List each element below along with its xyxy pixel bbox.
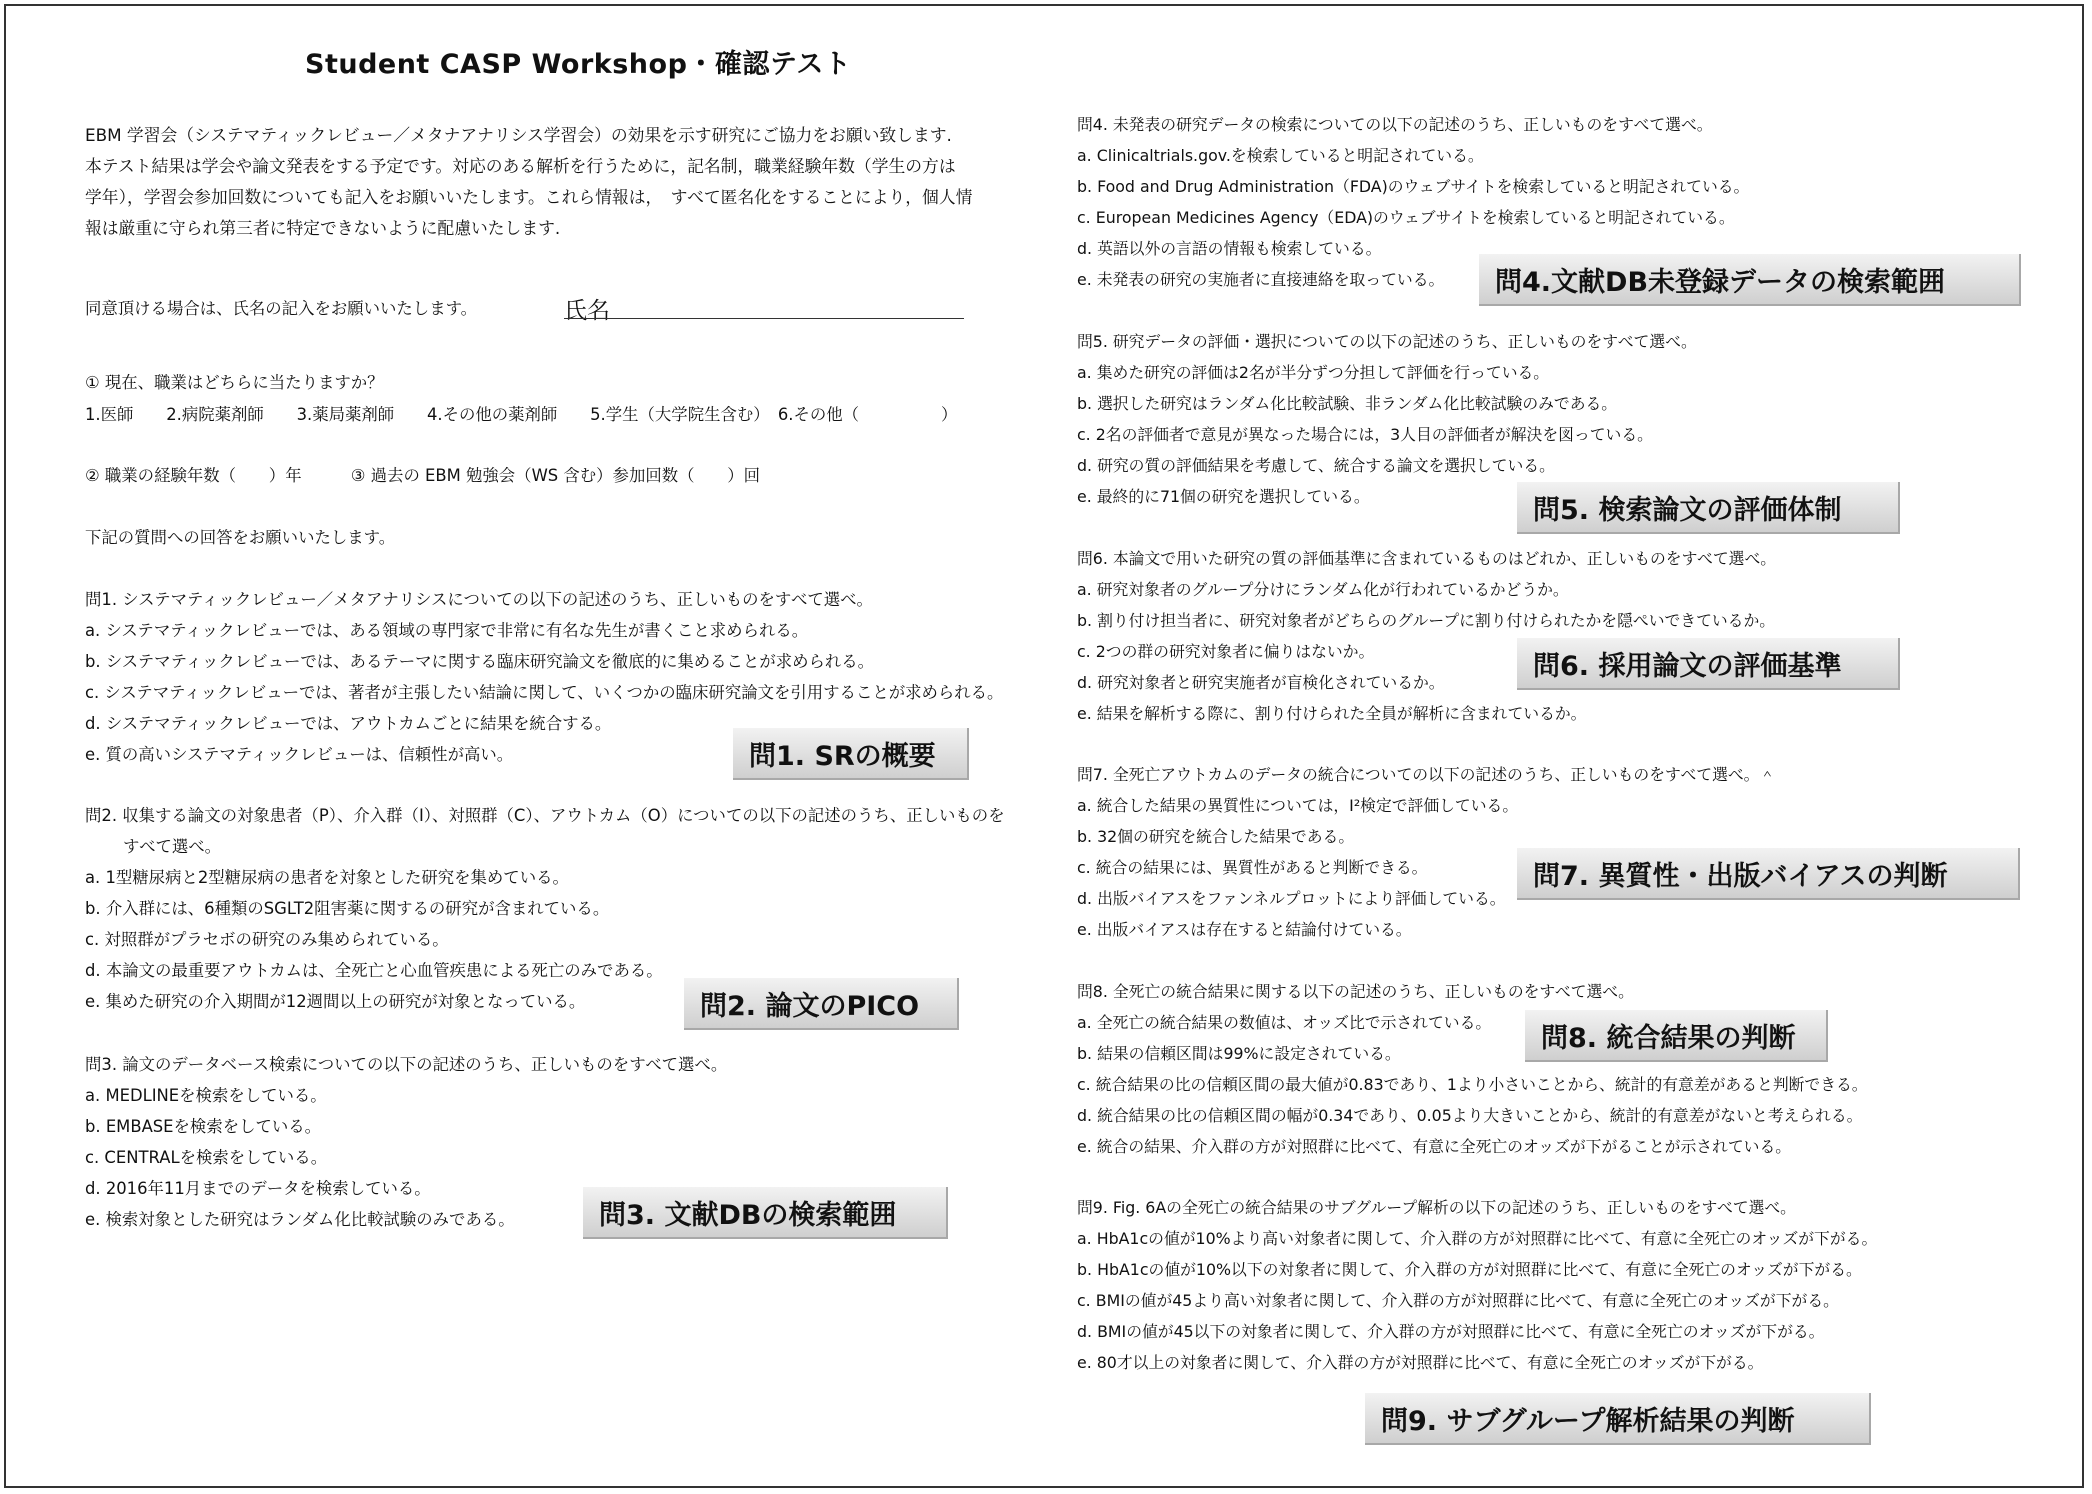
option-a[interactable]: a. 集めた研究の評価は2名が半分ずつ分担して評価を行っている。 [1077,363,1550,382]
occupation-options[interactable]: 1.医師 2.病院薬剤師 3.薬局薬剤師 4.その他の薬剤師 5.学生（大学院生含む） 6.その他（ ） [85,405,958,424]
experience-question[interactable]: ② 職業の経験年数（ ）年 ③ 過去の EBM 勉強会（WS 含む）参加回数（ ）回 [85,466,761,485]
option-c[interactable]: c. 2つの群の研究対象者に偏りはないか。 [1077,642,1375,661]
occupation-question: ① 現在、職業はどちらに当たりますか？ [85,373,384,392]
question-3-label: 問3. 文献DBの検索範囲 [583,1187,948,1239]
name-label: 氏名 [564,298,610,324]
question-1-label: 問1. SRの概要 [733,728,969,780]
option-b[interactable]: b. 選択した研究はランダム化比較試験、非ランダム化比較試験のみである。 [1077,394,1618,413]
option-e[interactable]: e. 未発表の研究の実施者に直接連絡を取っている。 [1077,270,1445,289]
question-title: 問6. 本論文で用いた研究の質の評価基準に含まれているものはどれか、正しいものをすべて選べ。 [1077,549,1777,568]
question-8-label: 問8. 統合結果の判断 [1525,1010,1828,1062]
intro-line: 本テスト結果は学会や論文発表をする予定です。対応のある解析を行うために，記名制，職業経験年数（学生の方は [85,156,956,176]
option-d[interactable]: d. 研究の質の評価結果を考慮して、統合する論文を選択している。 [1077,456,1555,475]
option-d[interactable]: d. 出版バイアスをファンネルプロットにより評価している。 [1077,889,1506,908]
option-a[interactable]: a. 全死亡の統合結果の数値は、オッズ比で示されている。 [1077,1013,1492,1032]
option-e[interactable]: e. 質の高いシステマティックレビューは、信頼性が高い。 [85,745,514,764]
option-d[interactable]: d. 英語以外の言語の情報も検索している。 [1077,239,1382,258]
option-e[interactable]: e. 集めた研究の介入期間が12週間以上の研究が対象となっている。 [85,992,586,1011]
option-c[interactable]: c. 統合の結果には、異質性があると判断できる。 [1077,858,1428,877]
option-a[interactable]: a. 統合した結果の異質性については，I²検定で評価している。 [1077,796,1519,815]
option-a[interactable]: a. システマティックレビューでは、ある領域の専門家で非常に有名な先生が書くこと求められる。 [85,621,809,640]
question-6-label: 問6. 採用論文の評価基準 [1517,638,1900,690]
option-c[interactable]: c. システマティックレビューでは、著者が主張したい結論に関して、いくつかの臨床研究論文を引用することが求められる。 [85,683,1004,702]
question-title-continued: すべて選べ。 [123,837,222,856]
option-e[interactable]: e. 統合の結果、介入群の方が対照群に比べて、有意に全死亡のオッズが下がることが示されている。 [1077,1137,1792,1156]
question-title: 問8. 全死亡の統合結果に関する以下の記述のうち、正しいものをすべて選べ。 [1077,982,1634,1001]
option-b[interactable]: b. 結果の信頼区間は99%に設定されている。 [1077,1044,1401,1063]
option-c[interactable]: c. CENTRALを検索をしている。 [85,1148,328,1167]
intro-line: 報は厳重に守られ第三者に特定できないように配慮いたします. [85,218,561,238]
option-e[interactable]: e. 検索対象とした研究はランダム化比較試験のみである。 [85,1210,515,1229]
option-a[interactable]: a. HbA1cの値が10%より高い対象者に関して、介入群の方が対照群に比べて、有意に全死亡のオッズが下がる。 [1077,1229,1878,1248]
option-c[interactable]: c. 対照群がプラセボの研究のみ集められている。 [85,930,449,949]
intro-line: EBM 学習会（システマティックレビュー／メタナアナリシス学習会）の効果を示す研究にご協力をお願い致します. [85,125,952,145]
question-title: 問7. 全死亡アウトカムのデータの統合についての以下の記述のうち、正しいものをすべて選べ。＾ [1077,765,1776,784]
option-d[interactable]: d. システマティックレビューでは、アウトカムごとに結果を統合する。 [85,714,612,733]
option-a[interactable]: a. 1型糖尿病と2型糖尿病の患者を対象とした研究を集めている。 [85,868,569,887]
option-a[interactable]: a. 研究対象者のグループ分けにランダム化が行われているかどうか。 [1077,580,1569,599]
answer-request: 下記の質問への回答をお願いいたします。 [85,528,396,547]
option-b[interactable]: b. 32個の研究を統合した結果である。 [1077,827,1355,846]
question-title: 問1. システマティックレビュー／メタアナリシスについての以下の記述のうち、正しいものをすべて選べ。 [85,590,873,609]
option-e[interactable]: e. 80才以上の対象者に関して、介入群の方が対照群に比べて、有意に全死亡のオッズが下がる。 [1077,1353,1764,1372]
question-4-label: 問4.文献DB未登録データの検索範囲 [1479,254,2021,306]
intro-line: 学年），学習会参加回数についても記入をお願いいたします。これら情報は， すべて匿名化をすることにより，個人情 [85,187,973,207]
question-7-label: 問7. 異質性・出版バイアスの判断 [1517,848,2020,900]
intro-paragraph [85,120,1020,244]
option-b[interactable]: b. HbA1cの値が10%以下の対象者に関して、介入群の方が対照群に比べて、有意に全死亡のオッズが下がる。 [1077,1260,1862,1279]
question-9 [1077,1192,1877,1378]
option-c[interactable]: c. 統合結果の比の信頼区間の最大値が0.83であり、1より小さいことから、統計的有意差があると判断できる。 [1077,1075,1868,1094]
page-title: Student CASP Workshop・確認テスト [305,49,852,80]
question-title: 問4. 未発表の研究データの検索についての以下の記述のうち、正しいものをすべて選べ。 [1077,115,1713,134]
question-8 [1077,976,1868,1162]
question-5-label: 問5. 検索論文の評価体制 [1517,482,1900,534]
option-c[interactable]: c. 2名の評価者で意見が異なった場合には，3人目の評価者が解決を図っている。 [1077,425,1653,444]
option-b[interactable]: b. システマティックレビューでは、あるテーマに関する臨床研究論文を徹底的に集めることが求められる。 [85,652,875,671]
question-title: 問2. 収集する論文の対象患者（P）、介入群（I）、対照群（C）、アウトカム（O）についての以下の記述のうち、正しいものを [85,806,1005,825]
question-9-label: 問9. サブグループ解析結果の判断 [1365,1393,1871,1445]
option-b[interactable]: b. 介入群には、6種類のSGLT2阻害薬に関するの研究が含まれている。 [85,899,610,918]
question-title: 問3. 論文のデータベース検索についての以下の記述のうち、正しいものをすべて選べ。 [85,1055,728,1074]
question-2-label: 問2. 論文のPICO [684,978,959,1030]
option-a[interactable]: a. MEDLINEを検索をしている。 [85,1086,327,1105]
option-b[interactable]: b. 割り付け担当者に、研究対象者がどちらのグループに割り付けられたかを隠ぺいできているか。 [1077,611,1776,630]
option-e[interactable]: e. 出版バイアスは存在すると結論付けている。 [1077,920,1412,939]
consent-text: 同意頂ける場合は、氏名の記入をお願いいたします。 [85,299,478,318]
question-6 [1077,543,1776,729]
option-c[interactable]: c. European Medicines Agency（EDA)のウェブサイトを検索していると明記されている。 [1077,208,1735,227]
option-a[interactable]: a. Clinicaltrials.gov.を検索していると明記されている。 [1077,146,1484,165]
option-d[interactable]: d. 2016年11月までのデータを検索している。 [85,1179,431,1198]
name-field[interactable] [564,318,964,319]
question-title: 問5. 研究データの評価・選択についての以下の記述のうち、正しいものをすべて選べ。 [1077,332,1697,351]
option-c[interactable]: c. BMIの値が45より高い対象者に関して、介入群の方が対照群に比べて、有意に全死亡のオッズが下がる。 [1077,1291,1839,1310]
option-d[interactable]: d. 本論文の最重要アウトカムは、全死亡と心血管疾患による死亡のみである。 [85,961,663,980]
option-e[interactable]: e. 結果を解析する際に、割り付けられた全員が解析に含まれているか。 [1077,704,1587,723]
option-d[interactable]: d. 研究対象者と研究実施者が盲検化されているか。 [1077,673,1445,692]
option-b[interactable]: b. EMBASEを検索をしている。 [85,1117,322,1136]
option-b[interactable]: b. Food and Drug Administration（FDA)のウェブサイトを検索していると明記されている。 [1077,177,1750,196]
question-title: 問9. Fig. 6Aの全死亡の統合結果のサブグループ解析の以下の記述のうち、正しいものをすべて選べ。 [1077,1198,1796,1217]
option-d[interactable]: d. 統合結果の比の信頼区間の幅が0.34であり、0.05より大きいことから、統計的有意差がないと考えられる。 [1077,1106,1863,1125]
option-d[interactable]: d. BMIの値が45以下の対象者に関して、介入群の方が対照群に比べて、有意に全死亡のオッズが下がる。 [1077,1322,1825,1341]
option-e[interactable]: e. 最終的に71個の研究を選択している。 [1077,487,1370,506]
